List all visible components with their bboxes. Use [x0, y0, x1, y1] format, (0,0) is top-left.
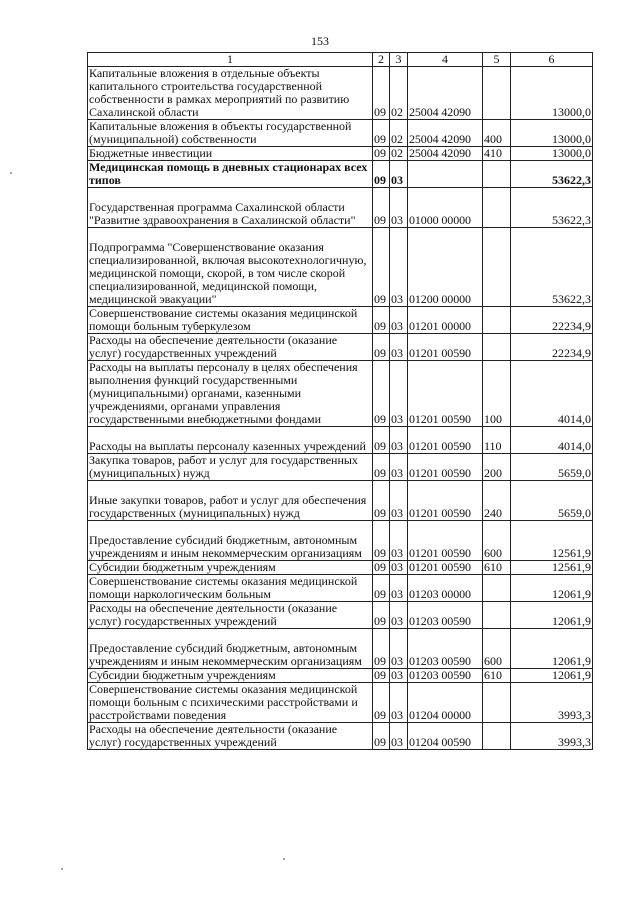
table-row — [88, 67, 593, 120]
row-section-code: 09 — [373, 427, 390, 454]
row-name: Субсидии бюджетным учреждениям — [88, 669, 373, 683]
row-target-article: 01203 00590 — [408, 629, 483, 669]
row-name: Предоставление субсидий бюджетным, автономным учреждениям и иным некоммерческим организациям — [88, 521, 373, 561]
row-amount: 12061,9 — [511, 602, 593, 629]
row-section-code: 09 — [373, 521, 390, 561]
row-section-code: 09 — [373, 147, 390, 161]
table-row — [88, 575, 593, 602]
table-row — [88, 669, 593, 683]
row-amount: 4014,0 — [511, 361, 593, 427]
row-target-article: 01201 00590 — [408, 454, 483, 481]
row-name: Подпрограмма "Совершенствование оказания специализированной, включая высокотехнологичную, медицинской помощи, скорой, в том числе скорой специализированной, медицинской помощи, медицинской эвакуации" — [88, 228, 373, 307]
row-subsection-code: 02 — [390, 120, 408, 147]
row-subsection-code: 03 — [390, 361, 408, 427]
table-row — [88, 521, 593, 561]
row-amount: 12061,9 — [511, 629, 593, 669]
row-expense-type — [483, 188, 511, 228]
table-row — [88, 629, 593, 669]
row-section-code: 09 — [373, 228, 390, 307]
row-target-article: 01201 00590 — [408, 561, 483, 575]
row-amount: 12061,9 — [511, 575, 593, 602]
row-section-code: 09 — [373, 481, 390, 521]
row-subsection-code: 03 — [390, 683, 408, 723]
row-expense-type — [483, 334, 511, 361]
table-row — [88, 307, 593, 334]
row-target-article: 01203 00590 — [408, 602, 483, 629]
row-expense-type: 600 — [483, 629, 511, 669]
row-amount: 13000,0 — [511, 120, 593, 147]
row-section-code: 09 — [373, 669, 390, 683]
row-name: Расходы на обеспечение деятельности (оказание услуг) государственных учреждений — [88, 723, 373, 750]
row-amount: 53622,3 — [511, 161, 593, 188]
scan-speck — [61, 868, 63, 870]
row-subsection-code: 03 — [390, 669, 408, 683]
scan-speck — [10, 172, 12, 174]
row-subsection-code: 03 — [390, 575, 408, 602]
row-subsection-code: 03 — [390, 228, 408, 307]
row-target-article: 01201 00000 — [408, 307, 483, 334]
row-name: Закупка товаров, работ и услуг для государственных (муниципальных) нужд — [88, 454, 373, 481]
row-expense-type: 410 — [483, 147, 511, 161]
row-section-code: 09 — [373, 361, 390, 427]
row-amount: 13000,0 — [511, 67, 593, 120]
table-row — [88, 161, 593, 188]
row-target-article: 25004 42090 — [408, 67, 483, 120]
table-row — [88, 561, 593, 575]
row-target-article: 01201 00590 — [408, 481, 483, 521]
row-expense-type: 600 — [483, 521, 511, 561]
row-name: Государственная программа Сахалинской области "Развитие здравоохранения в Сахалинской области" — [88, 188, 373, 228]
row-expense-type: 400 — [483, 120, 511, 147]
row-subsection-code: 03 — [390, 602, 408, 629]
row-name: Расходы на обеспечение деятельности (оказание услуг) государственных учреждений — [88, 602, 373, 629]
row-expense-type: 610 — [483, 561, 511, 575]
table-row — [88, 602, 593, 629]
row-expense-type — [483, 228, 511, 307]
row-expense-type — [483, 307, 511, 334]
row-subsection-code: 03 — [390, 188, 408, 228]
row-name: Совершенствование системы оказания медицинской помощи больным туберкулезом — [88, 307, 373, 334]
row-expense-type — [483, 575, 511, 602]
column-header-target-article: 4 — [408, 53, 483, 67]
row-subsection-code: 03 — [390, 334, 408, 361]
row-name: Капитальные вложения в объекты государственной (муниципальной) собственности — [88, 120, 373, 147]
column-header-section: 2 — [373, 53, 390, 67]
row-expense-type: 100 — [483, 361, 511, 427]
row-target-article: 01000 00000 — [408, 188, 483, 228]
row-name: Расходы на выплаты персоналу в целях обеспечения выполнения функций государственными (муниципальными) органами, казенными учреждениями, органами управления государственными внебюджетными фондами — [88, 361, 373, 427]
table-row — [88, 334, 593, 361]
row-amount: 53622,3 — [511, 188, 593, 228]
row-target-article: 01204 00590 — [408, 723, 483, 750]
row-subsection-code: 03 — [390, 307, 408, 334]
row-amount: 5659,0 — [511, 454, 593, 481]
row-name: Предоставление субсидий бюджетным, автономным учреждениям и иным некоммерческим организациям — [88, 629, 373, 669]
row-section-code: 09 — [373, 334, 390, 361]
table-row — [88, 723, 593, 750]
table-row — [88, 454, 593, 481]
table-row — [88, 427, 593, 454]
row-subsection-code: 03 — [390, 723, 408, 750]
row-amount: 22234,9 — [511, 307, 593, 334]
row-amount: 3993,3 — [511, 683, 593, 723]
row-name: Капитальные вложения в отдельные объекты капитального строительства государственной собственности в рамках мероприятий по развитию Сахалинской области — [88, 67, 373, 120]
row-section-code: 09 — [373, 723, 390, 750]
row-amount: 4014,0 — [511, 427, 593, 454]
row-section-code: 09 — [373, 161, 390, 188]
row-expense-type: 610 — [483, 669, 511, 683]
row-name: Иные закупки товаров, работ и услуг для обеспечения государственных (муниципальных) нужд — [88, 481, 373, 521]
row-name: Медицинская помощь в дневных стационарах всех типов — [88, 161, 373, 188]
row-target-article: 01203 00590 — [408, 669, 483, 683]
table-row — [88, 361, 593, 427]
table-row — [88, 188, 593, 228]
row-name: Совершенствование системы оказания медицинской помощи больным с психическими расстройствами и расстройствами поведения — [88, 683, 373, 723]
table-row — [88, 120, 593, 147]
row-subsection-code: 03 — [390, 629, 408, 669]
column-header-amount: 6 — [511, 53, 593, 67]
row-target-article: 25004 42090 — [408, 120, 483, 147]
row-section-code: 09 — [373, 188, 390, 228]
row-expense-type — [483, 683, 511, 723]
row-expense-type — [483, 723, 511, 750]
row-section-code: 09 — [373, 683, 390, 723]
row-name: Совершенствование системы оказания медицинской помощи наркологическим больным — [88, 575, 373, 602]
row-target-article: 01201 00590 — [408, 427, 483, 454]
row-section-code: 09 — [373, 561, 390, 575]
row-name: Субсидии бюджетным учреждениям — [88, 561, 373, 575]
row-expense-type — [483, 161, 511, 188]
row-subsection-code: 02 — [390, 67, 408, 120]
row-target-article — [408, 161, 483, 188]
row-amount: 22234,9 — [511, 334, 593, 361]
row-subsection-code: 03 — [390, 454, 408, 481]
budget-table — [87, 52, 593, 750]
table-row — [88, 228, 593, 307]
row-section-code: 09 — [373, 120, 390, 147]
row-subsection-code: 03 — [390, 161, 408, 188]
row-subsection-code: 03 — [390, 427, 408, 454]
row-section-code: 09 — [373, 575, 390, 602]
row-name: Расходы на обеспечение деятельности (оказание услуг) государственных учреждений — [88, 334, 373, 361]
row-expense-type: 200 — [483, 454, 511, 481]
row-subsection-code: 02 — [390, 147, 408, 161]
row-expense-type: 110 — [483, 427, 511, 454]
column-header-subsection: 3 — [390, 53, 408, 67]
row-amount: 5659,0 — [511, 481, 593, 521]
row-target-article: 01203 00000 — [408, 575, 483, 602]
row-subsection-code: 03 — [390, 521, 408, 561]
row-target-article: 01201 00590 — [408, 521, 483, 561]
row-amount: 53622,3 — [511, 228, 593, 307]
table-header-row — [88, 53, 593, 67]
row-target-article: 25004 42090 — [408, 147, 483, 161]
row-name: Бюджетные инвестиции — [88, 147, 373, 161]
row-amount: 3993,3 — [511, 723, 593, 750]
row-amount: 12061,9 — [511, 669, 593, 683]
column-header-expense-type: 5 — [483, 53, 511, 67]
page-number: 153 — [311, 34, 329, 48]
row-section-code: 09 — [373, 67, 390, 120]
row-amount: 13000,0 — [511, 147, 593, 161]
column-header-name: 1 — [88, 53, 373, 67]
table-body — [88, 67, 593, 750]
table-row — [88, 481, 593, 521]
row-section-code: 09 — [373, 307, 390, 334]
row-target-article: 01200 00000 — [408, 228, 483, 307]
row-subsection-code: 03 — [390, 481, 408, 521]
row-target-article: 01201 00590 — [408, 334, 483, 361]
table-row — [88, 147, 593, 161]
row-target-article: 01204 00000 — [408, 683, 483, 723]
row-expense-type: 240 — [483, 481, 511, 521]
row-target-article: 01201 00590 — [408, 361, 483, 427]
row-amount: 12561,9 — [511, 521, 593, 561]
scan-speck — [283, 858, 285, 860]
row-amount: 12561,9 — [511, 561, 593, 575]
row-expense-type — [483, 602, 511, 629]
row-name: Расходы на выплаты персоналу казенных учреждений — [88, 427, 373, 454]
table-row — [88, 683, 593, 723]
row-subsection-code: 03 — [390, 561, 408, 575]
row-expense-type — [483, 67, 511, 120]
row-section-code: 09 — [373, 454, 390, 481]
row-section-code: 09 — [373, 629, 390, 669]
row-section-code: 09 — [373, 602, 390, 629]
